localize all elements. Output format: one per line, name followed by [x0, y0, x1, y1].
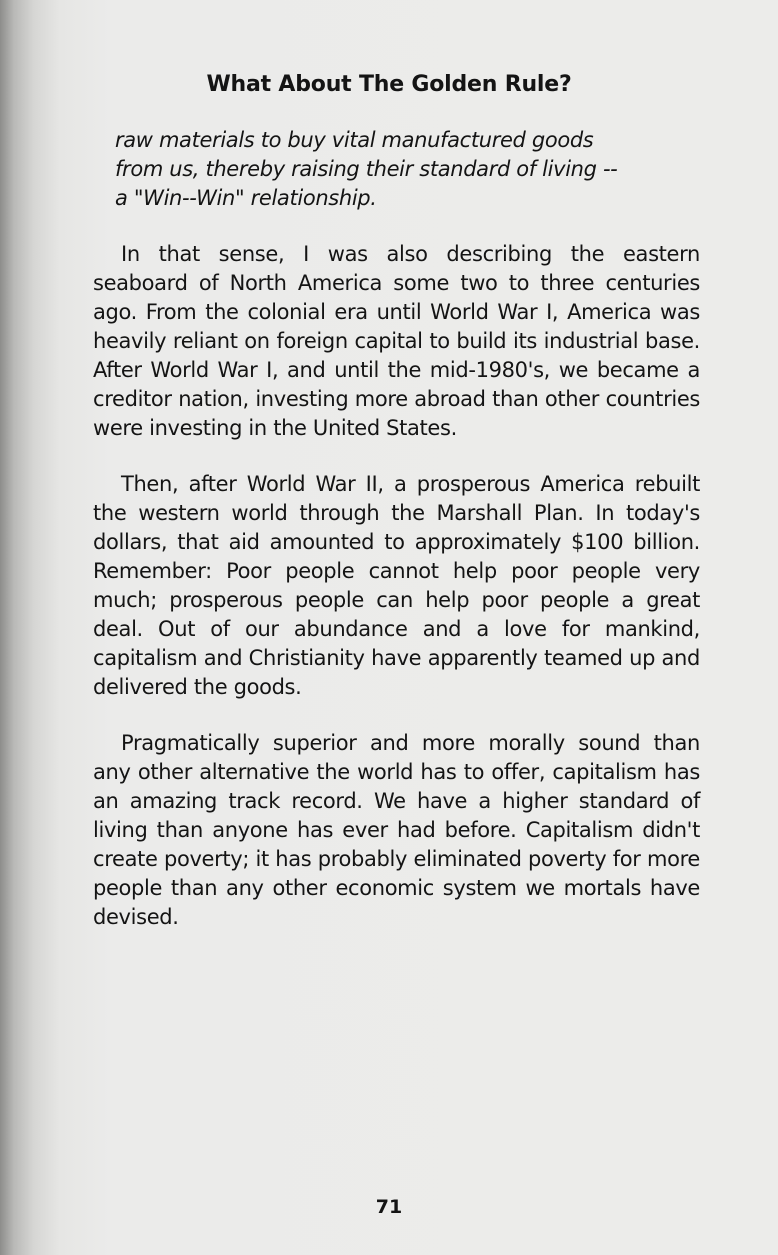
quote-line: a "Win--Win" relationship.: [115, 186, 377, 210]
quote-block: [93, 126, 675, 213]
paragraph: In that sense, I was also describing the eastern seaboard of North America some two to three centuries ago. From the colonial era until World War I, America was heavily reliant on foreign capital to build its industrial base. After World War I, and until the mid-1980's, we became a creditor nation, investing more abroad than other countries were investing in the United States.: [93, 242, 700, 440]
paragraph: Pragmatically superior and more morally sound than any other alternative the world has to offer, capitalism has an amazing track record. We have a higher standard of living than anyone has ever had before. Capitalism didn't create poverty; it has probably eliminated poverty for more people than any other economic system we mortals have devised.: [93, 731, 700, 929]
quote-line: from us, thereby raising their standard of living --: [115, 157, 618, 181]
quote-line: raw materials to buy vital manufactured goods: [115, 128, 594, 152]
page-number: 71: [375, 1196, 403, 1218]
page-body: [93, 126, 700, 959]
paragraph: Then, after World War II, a prosperous America rebuilt the western world through the Marshall Plan. In today's dollars, that aid amounted to approximately $100 billion. Remember: Poor people cannot help poor people very much; prosperous people can help poor people a great deal. Out of our abundance and a love for mankind, capitalism and Christianity have apparently teamed up and delivered the goods.: [93, 472, 700, 699]
running-header: What About The Golden Rule?: [206, 72, 572, 97]
